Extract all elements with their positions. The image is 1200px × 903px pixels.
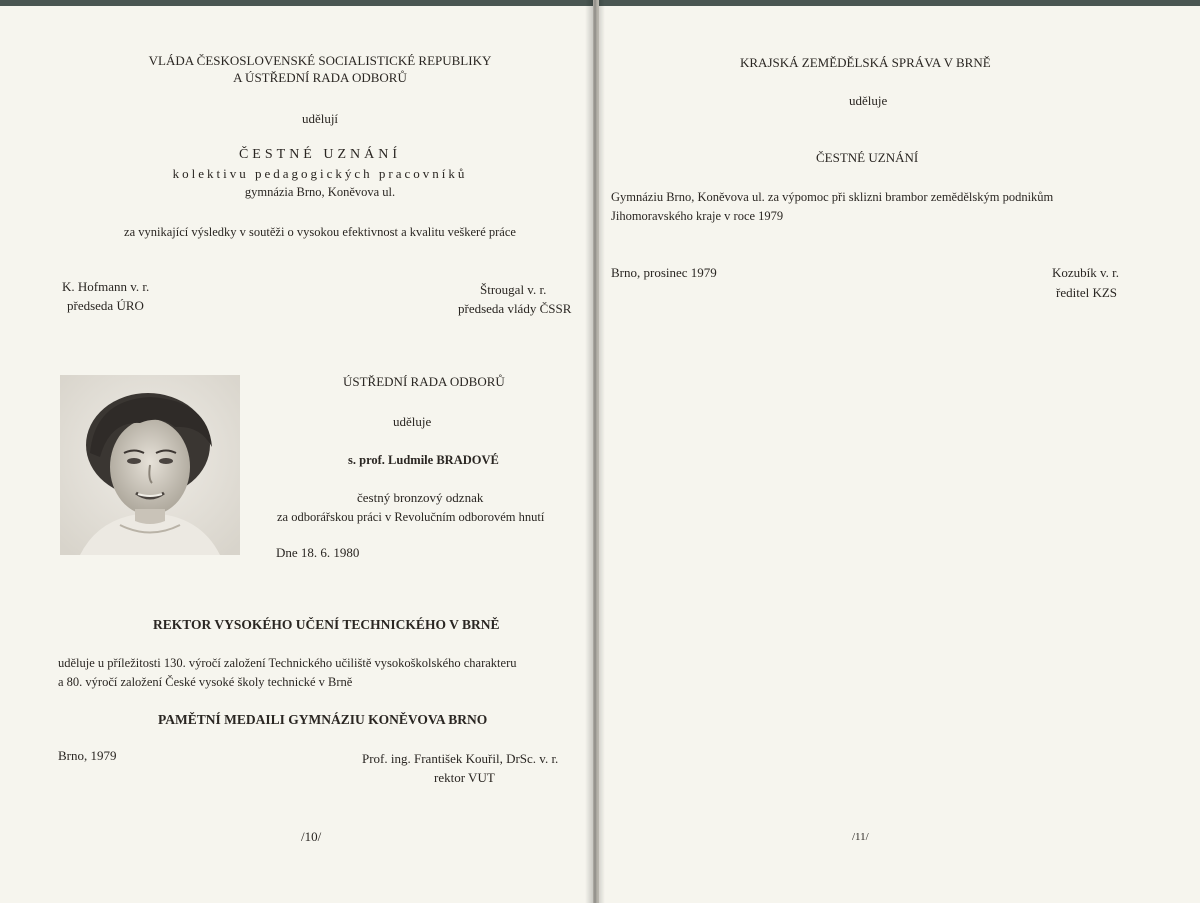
- right-place-date: Brno, prosinec 1979: [611, 265, 717, 280]
- right-title: ČESTNÉ UZNÁNÍ: [816, 150, 919, 165]
- award3-text-line1: uděluje u příležitosti 130. výročí založení Technického učiliště vysokoškolského charakteru: [58, 656, 517, 670]
- award1-signature-left-role: předseda ÚRO: [67, 298, 144, 313]
- award2-recipient: s. prof. Ludmile BRADOVÉ: [348, 453, 499, 467]
- right-signature-name: Kozubík v. r.: [1052, 265, 1120, 280]
- page-number-left: /10/: [301, 829, 322, 844]
- right-verb: uděluje: [849, 93, 888, 108]
- award1-recipient-line1: kolektivu pedagogických pracovníků: [172, 166, 468, 181]
- award1-signature-right-role: předseda vlády ČSSR: [458, 301, 572, 316]
- right-page: [599, 0, 1200, 903]
- page-top-band: [599, 0, 1200, 6]
- award1-title: ČESTNÉ UZNÁNÍ: [238, 147, 402, 162]
- award2-award: čestný bronzový odznak: [357, 490, 484, 505]
- left-page: [0, 0, 593, 903]
- award1-issuer-line2: A ÚSTŘEDNÍ RADA ODBORŮ: [233, 70, 407, 85]
- right-text-line2: Jihomoravského kraje v roce 1979: [611, 209, 784, 223]
- award3-signature-role: rektor VUT: [434, 770, 495, 785]
- award2-reason: za odborářskou práci v Revolučním odborovém hnutí: [277, 510, 545, 524]
- award3-issuer: REKTOR VYSOKÉHO UČENÍ TECHNICKÉHO V BRNĚ: [153, 617, 500, 632]
- award1-signature-left-name: K. Hofmann v. r.: [62, 279, 150, 294]
- award3-award: PAMĚTNÍ MEDAILI GYMNÁZIU KONĚVOVA BRNO: [158, 712, 488, 727]
- award1-verb: udělují: [301, 111, 339, 126]
- page-number-right: /11/: [852, 831, 869, 843]
- award2-issuer: ÚSTŘEDNÍ RADA ODBORŮ: [343, 374, 505, 389]
- page-top-band: [0, 0, 593, 6]
- award1-recipient-line2: gymnázia Brno, Koněvova ul.: [244, 185, 396, 199]
- award3-signature-name: Prof. ing. František Kouřil, DrSc. v. r.: [362, 751, 559, 766]
- award2-verb: uděluje: [393, 414, 432, 429]
- award3-place-date: Brno, 1979: [58, 748, 117, 763]
- right-signature-role: ředitel KZS: [1056, 285, 1118, 300]
- award1-issuer-line1: VLÁDA ČESKOSLOVENSKÉ SOCIALISTICKÉ REPUBLIKY: [148, 53, 492, 68]
- award2-date: Dne 18. 6. 1980: [276, 545, 360, 560]
- portrait-image: [60, 375, 240, 555]
- portrait-photo: [60, 375, 240, 555]
- award3-text-line2: a 80. výročí založení České vysoké školy technické v Brně: [58, 675, 353, 689]
- book-gutter: [585, 0, 605, 903]
- right-text-line1: Gymnáziu Brno, Koněvova ul. za výpomoc při sklizni brambor zemědělským podnikům: [611, 190, 1054, 204]
- right-issuer: KRAJSKÁ ZEMĚDĚLSKÁ SPRÁVA V BRNĚ: [740, 55, 991, 70]
- award1-signature-right-name: Štrougal v. r.: [480, 282, 547, 297]
- award1-reason: za vynikající výsledky v soutěži o vysokou efektivnost a kvalitu veškeré práce: [124, 225, 516, 239]
